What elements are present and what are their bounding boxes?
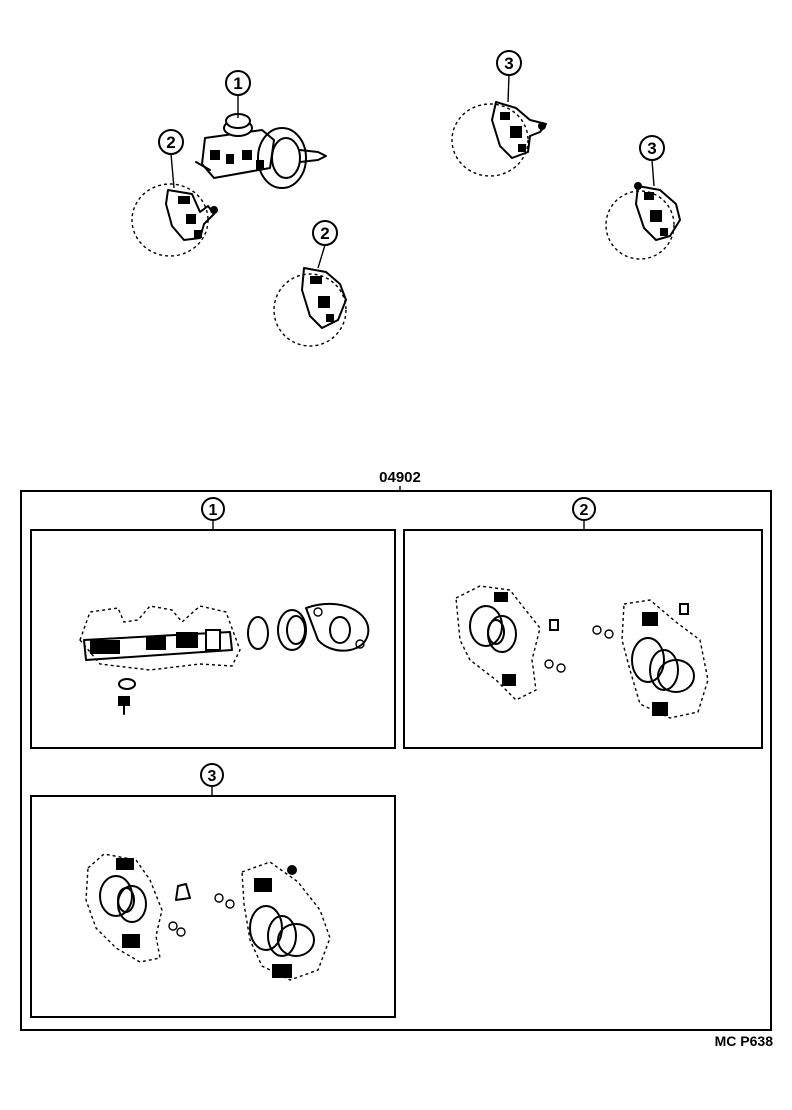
svg-text:3: 3	[504, 54, 514, 73]
master-cylinder-assembly	[196, 114, 326, 188]
callout-2-right	[313, 221, 337, 268]
callout-3-right	[640, 136, 664, 186]
rear-caliper-left	[452, 102, 546, 176]
figure-code: MC P638	[714, 1033, 773, 1049]
svg-text:1: 1	[233, 74, 243, 93]
svg-text:3: 3	[647, 139, 657, 158]
svg-text:2: 2	[320, 224, 330, 243]
section-2-label: 2	[579, 502, 589, 519]
callout-3-left	[497, 51, 521, 102]
rear-caliper-right	[606, 182, 680, 259]
kit-number: 04902	[379, 469, 421, 486]
section-1-label: 1	[208, 502, 218, 519]
section-1	[31, 498, 395, 748]
front-caliper-right	[274, 268, 346, 346]
section-3	[31, 764, 395, 1017]
section-2	[404, 498, 762, 748]
section-3-label: 3	[207, 768, 217, 785]
svg-text:2: 2	[166, 133, 176, 152]
front-caliper-left	[132, 184, 218, 256]
callout-1-top	[226, 71, 250, 118]
callout-2-left	[159, 130, 183, 188]
